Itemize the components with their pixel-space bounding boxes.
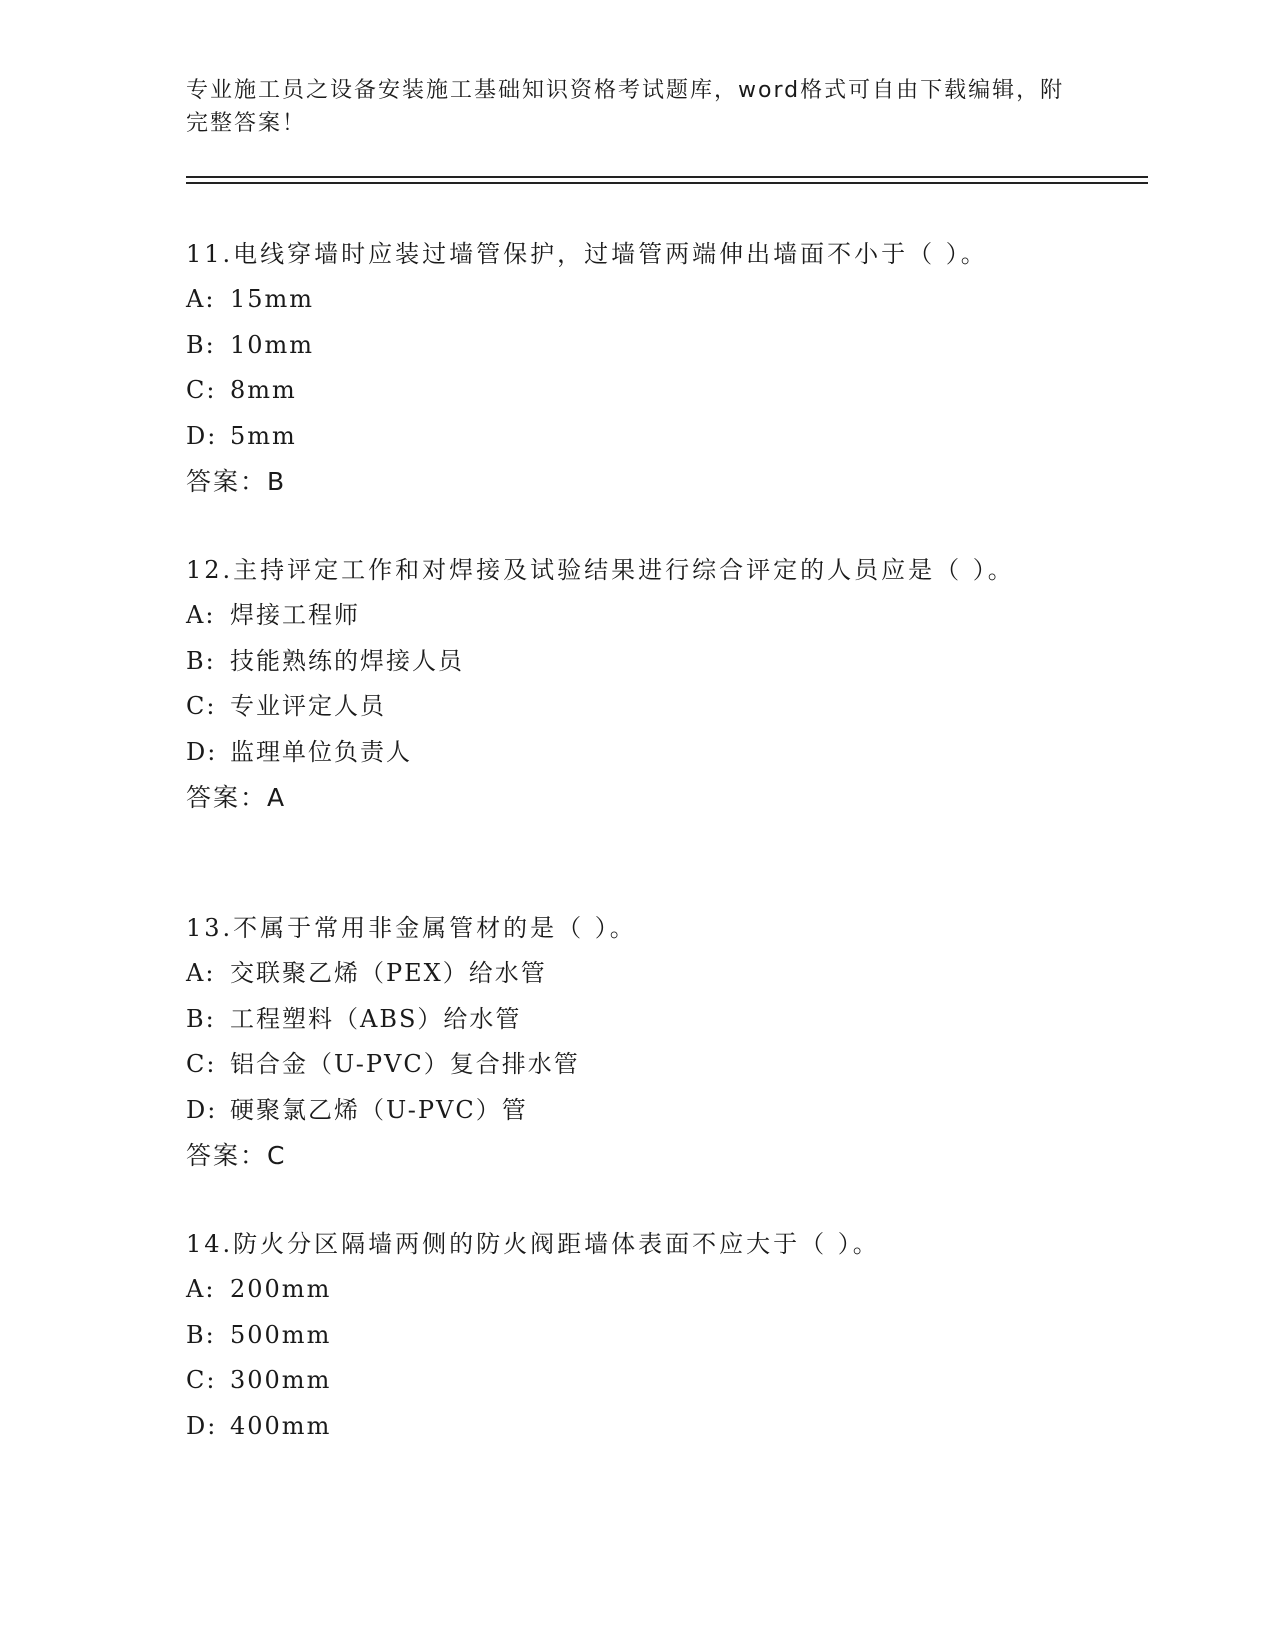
option-letter: A: [186,1275,216,1303]
option-text: 交联聚乙烯（PEX）给水管 [230,959,547,987]
question-text: 主持评定工作和对焊接及试验结果进行综合评定的人员应是（ ）。 [233,556,1015,584]
option-letter: D: [186,1411,218,1440]
question-text: 防火分区隔墙两侧的防火阀距墙体表面不应大于（ ）。 [233,1230,880,1258]
option-c [186,1358,1086,1404]
header-divider-bottom [186,182,1148,184]
question-number: 13. [186,914,234,942]
option-letter: B: [186,1320,216,1349]
option-d [186,1088,1086,1134]
option-text: 400mm [230,1411,332,1440]
option-text: 8mm [230,376,297,404]
answer-line: 答案：A [186,783,287,812]
option-a [186,593,1086,639]
question-13 [186,906,1086,1178]
option-b [186,1313,1086,1359]
option-letter: A: [186,959,216,987]
option-text: 300mm [230,1366,332,1394]
option-text: 工程塑料（ABS）给水管 [230,1004,522,1033]
option-letter: A: [186,601,216,629]
option-b [186,639,1086,685]
option-text: 技能熟练的焊接人员 [230,646,464,675]
option-c [186,684,1086,730]
option-c [186,1042,1086,1088]
question-number: 11. [186,240,234,268]
option-d [186,1404,1086,1450]
option-a [186,951,1086,997]
option-letter: C: [186,376,217,404]
option-text: 焊接工程师 [230,601,360,629]
option-text: 专业评定人员 [230,692,386,720]
option-c [186,368,1086,414]
question-text: 电线穿墙时应装过墙管保护，过墙管两端伸出墙面不小于（ ）。 [233,240,988,268]
question-number: 12. [186,556,234,584]
question-text: 不属于常用非金属管材的是（ ）。 [233,914,637,942]
option-text: 硬聚氯乙烯（U-PVC）管 [230,1095,528,1124]
option-letter: B: [186,330,216,359]
question-12 [186,548,1086,820]
header-divider-top [186,176,1148,178]
option-letter: C: [186,1366,217,1394]
option-d [186,730,1086,776]
question-number: 14. [186,1230,234,1258]
option-text: 15mm [230,285,315,313]
question-11 [186,232,1086,504]
option-letter: B: [186,1004,216,1033]
question-title [186,232,1086,277]
answer-line: 答案：C [186,1141,287,1170]
option-d [186,414,1086,460]
option-a [186,277,1086,323]
option-letter: A: [186,285,216,313]
option-letter: D: [186,421,218,450]
question-title [186,906,1086,951]
option-text: 10mm [230,330,315,359]
option-b [186,323,1086,369]
option-text: 5mm [230,421,297,450]
question-title [186,1222,1086,1267]
option-text: 200mm [230,1275,332,1303]
option-letter: D: [186,1095,218,1124]
question-title [186,548,1056,593]
option-letter: C: [186,1050,217,1078]
option-text: 监理单位负责人 [230,737,412,766]
option-letter: D: [186,737,218,766]
answer-line: 答案：B [186,467,287,496]
option-a [186,1267,1086,1313]
option-letter: B: [186,646,216,675]
document-header: 专业施工员之设备安装施工基础知识资格考试题库，word格式可自由下载编辑，附完整答案！ [186,78,1065,136]
option-b [186,997,1086,1043]
option-letter: C: [186,692,217,720]
option-text: 铝合金（U-PVC）复合排水管 [230,1050,580,1078]
question-14 [186,1222,1086,1449]
option-text: 500mm [230,1320,332,1349]
